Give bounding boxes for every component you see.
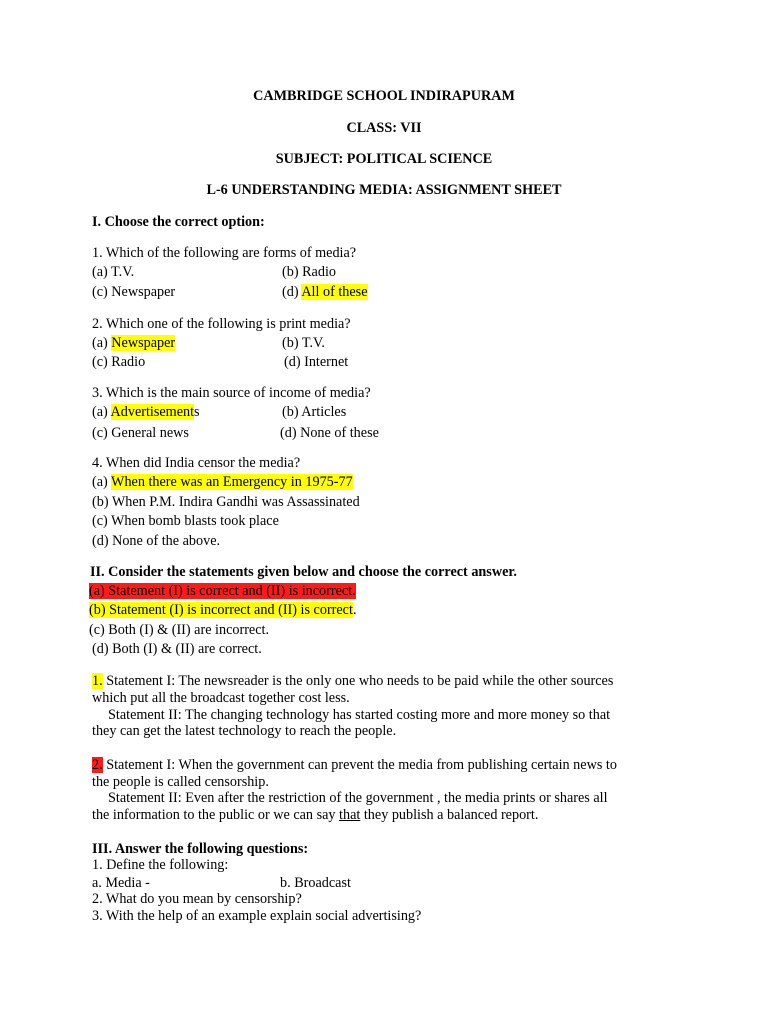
q2-question: 2. Which one of the following is print media? [92, 316, 351, 332]
statement-option-d: (d) Both (I) & (II) are correct. [92, 641, 262, 657]
q3-option-d: (d) None of these [280, 425, 379, 441]
q4-answer-highlight: When there was an Emergency in 1975-77 [111, 474, 353, 490]
q2-option-b: (b) T.V. [282, 335, 325, 351]
statement-option-b-highlight: (b) Statement (I) is incorrect and (II) is correct [89, 602, 353, 618]
q1-option-c: (c) Newspaper [92, 284, 176, 300]
item2-statement1: Statement I: When the government can prevent the media from publishing certain news to [102, 757, 617, 773]
q1-option-a: (a) T.V. [92, 264, 135, 280]
s3-q1: 1. Define the following: [92, 857, 229, 873]
q4-question: 4. When did India censor the media? [92, 455, 301, 471]
statement-option-b-end: . [352, 602, 357, 618]
subject-line: SUBJECT: POLITICAL SCIENCE [275, 151, 493, 167]
item1-line2: which put all the broadcast together cost less. [92, 690, 350, 706]
statement-option-a [89, 583, 356, 600]
statement-option-b [89, 602, 356, 619]
q4-option-a-label: (a) [92, 474, 112, 490]
item2-line4 [92, 807, 538, 824]
q1-option-d-label: (d) [282, 284, 302, 300]
q3-option-b: (b) Articles [282, 404, 347, 420]
s3-q1-b: b. Broadcast [280, 875, 351, 891]
item1-line1 [92, 673, 613, 690]
s3-q3: 3. With the help of an example explain social advertising? [92, 908, 422, 924]
q4-option-a [92, 474, 353, 491]
q3-option-c: (c) General news [92, 425, 189, 441]
school-name: CAMBRIDGE SCHOOL INDIRAPURAM [253, 88, 515, 104]
item1-line4: they can get the latest technology to reach the people. [92, 723, 397, 739]
q2-option-a-label: (a) [92, 335, 112, 351]
item2-line4-end: they publish a balanced report. [360, 807, 539, 823]
section3-heading: III. Answer the following questions: [92, 841, 309, 857]
q2-option-c: (c) Radio [92, 354, 146, 370]
q3-option-a-label: (a) [92, 404, 111, 420]
item2-underlined-word: that [339, 807, 361, 823]
item2-line2: the people is called censorship. [92, 774, 269, 790]
q4-option-d: (d) None of the above. [92, 533, 221, 549]
q1-answer-highlight: All of these [301, 284, 368, 300]
q2-answer-highlight: Newspaper [111, 335, 176, 351]
s3-q1-a: a. Media - [92, 875, 150, 891]
item2-number-highlight: 2. [92, 757, 103, 773]
q2-option-d: (d) Internet [284, 354, 349, 370]
q3-answer-highlight: Advertisement [110, 404, 195, 420]
q3-question: 3. Which is the main source of income of media? [92, 385, 371, 401]
sheet-title: L-6 UNDERSTANDING MEDIA: ASSIGNMENT SHEET [206, 182, 562, 198]
q1-option-d [282, 284, 368, 301]
item1-statement1: Statement I: The newsreader is the only one who needs to be paid while the other sources [102, 673, 614, 689]
q4-option-b: (b) When P.M. Indira Gandhi was Assassinated [92, 494, 360, 510]
q1-question: 1. Which of the following are forms of media? [92, 245, 357, 261]
q3-option-a-suffix: s [194, 404, 200, 420]
item1-number-highlight: 1. [92, 673, 103, 689]
class-line: CLASS: VII [346, 120, 422, 136]
q3-option-a [92, 404, 200, 421]
section2-heading: II. Consider the statements given below and choose the correct answer. [90, 564, 517, 580]
q1-option-b: (b) Radio [282, 264, 336, 280]
section1-heading: I. Choose the correct option: [92, 214, 265, 230]
item2-line1 [92, 757, 617, 774]
q2-option-a [92, 335, 175, 352]
item2-line3: Statement II: Even after the restriction of the government , the media prints or shares all [108, 790, 608, 806]
statement-option-a-highlight: (a) Statement (I) is correct and (II) is incorrect. [89, 583, 356, 599]
q4-option-c: (c) When bomb blasts took place [92, 513, 279, 529]
s3-q2: 2. What do you mean by censorship? [92, 891, 302, 907]
statement-option-c: (c) Both (I) & (II) are incorrect. [89, 622, 270, 638]
item2-line4-start: the information to the public or we can say [92, 807, 340, 823]
item1-line3: Statement II: The changing technology has started costing more and more money so that [108, 707, 611, 723]
